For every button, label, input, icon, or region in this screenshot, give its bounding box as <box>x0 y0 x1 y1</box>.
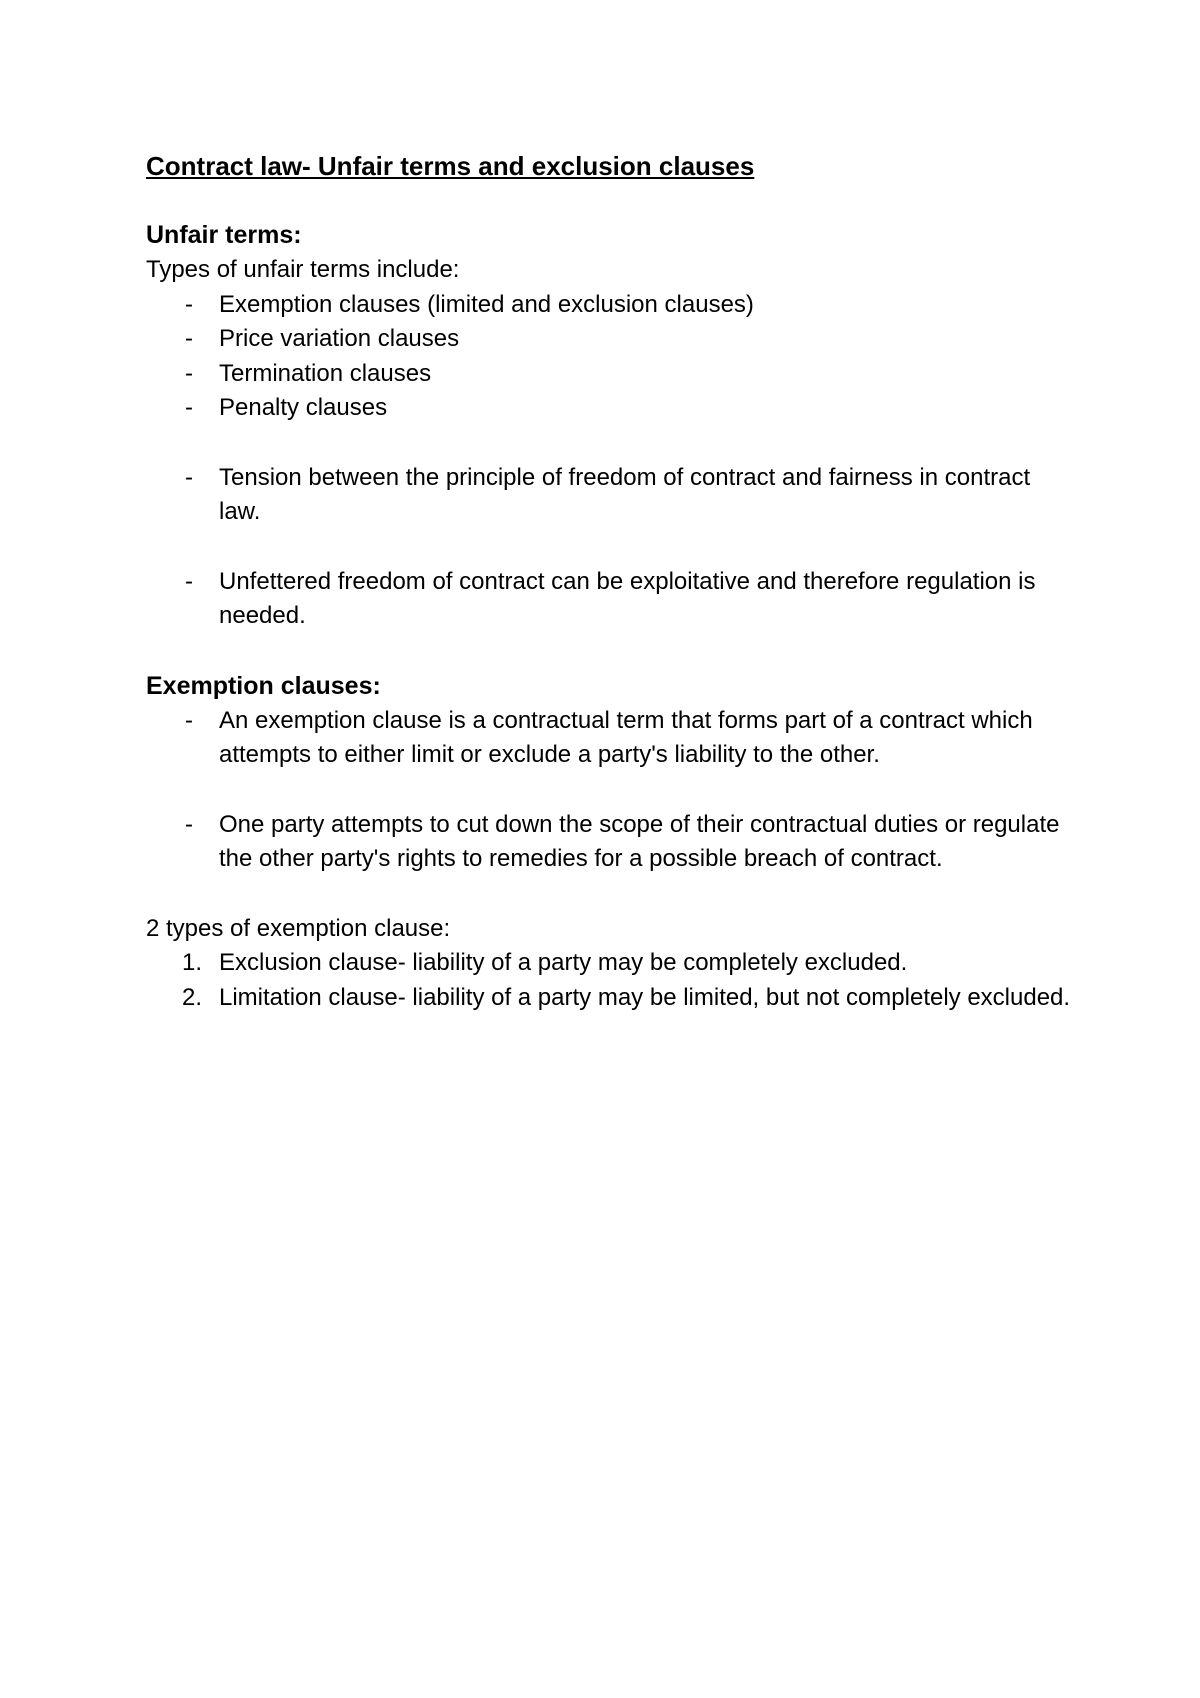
dash-marker: - <box>185 463 193 491</box>
list-item-text: Price variation clauses <box>219 325 460 352</box>
exemption-types-intro: 2 types of exemption clause: <box>146 914 451 942</box>
dash-marker: - <box>185 394 193 421</box>
list-item-text: An exemption clause is a contractual term that forms part of a contract which attempts to either limit or exclude a party's liability to the other. <box>219 706 1033 768</box>
dash-marker: - <box>185 325 193 352</box>
dash-marker: - <box>185 567 193 595</box>
list-item <box>146 704 1076 773</box>
unfair-terms-intro: Types of unfair terms include: <box>146 256 460 283</box>
unfair-terms-point-list <box>146 461 1076 530</box>
list-item-text: Unfettered freedom of contract can be exploitative and therefore regulation is needed. <box>219 567 1036 629</box>
list-item <box>146 946 1076 981</box>
list-item <box>146 322 1076 357</box>
dash-marker: - <box>185 359 193 387</box>
list-item-text: Limitation clause- liability of a party may be limited, but not completely excluded. <box>219 983 1071 1011</box>
dash-marker: - <box>185 706 193 734</box>
exemption-point-list <box>146 808 1076 877</box>
list-item-text: Termination clauses <box>219 359 432 387</box>
list-item <box>146 461 1076 530</box>
spacer <box>146 426 1076 461</box>
unfair-terms-point-list <box>146 565 1076 634</box>
spacer <box>146 634 1076 669</box>
list-item-text: Exclusion clause- liability of a party may be completely excluded. <box>219 949 908 976</box>
spacer <box>146 773 1076 808</box>
document-title: Contract law- Unfair terms and exclusion clauses <box>146 151 755 181</box>
list-item-text: Tension between the principle of freedom of contract and fairness in contract law. <box>219 463 1031 525</box>
spacer <box>146 877 1076 912</box>
list-item-text: Penalty clauses <box>219 394 388 421</box>
section-heading-unfair-terms: Unfair terms: <box>146 221 302 249</box>
dash-marker: - <box>185 810 193 838</box>
number-marker: 2. <box>182 983 203 1011</box>
spacer <box>146 530 1076 565</box>
unfair-terms-types-list <box>146 288 1076 426</box>
list-item <box>146 288 1076 323</box>
list-item-text: One party attempts to cut down the scope of their contractual duties or regulate the other party's rights to remedies for a possible breach of contract. <box>219 810 1060 872</box>
list-item <box>146 391 1076 426</box>
section-heading-exemption-clauses: Exemption clauses: <box>146 671 381 700</box>
document-body <box>146 148 1076 1015</box>
list-item <box>146 808 1076 877</box>
number-marker: 1. <box>182 949 203 976</box>
list-item <box>146 565 1076 634</box>
list-item <box>146 981 1076 1016</box>
dash-marker: - <box>185 290 193 318</box>
exemption-point-list <box>146 704 1076 773</box>
exemption-types-list <box>146 946 1076 1015</box>
list-item-text: Exemption clauses (limited and exclusion clauses) <box>219 290 754 318</box>
list-item <box>146 357 1076 392</box>
